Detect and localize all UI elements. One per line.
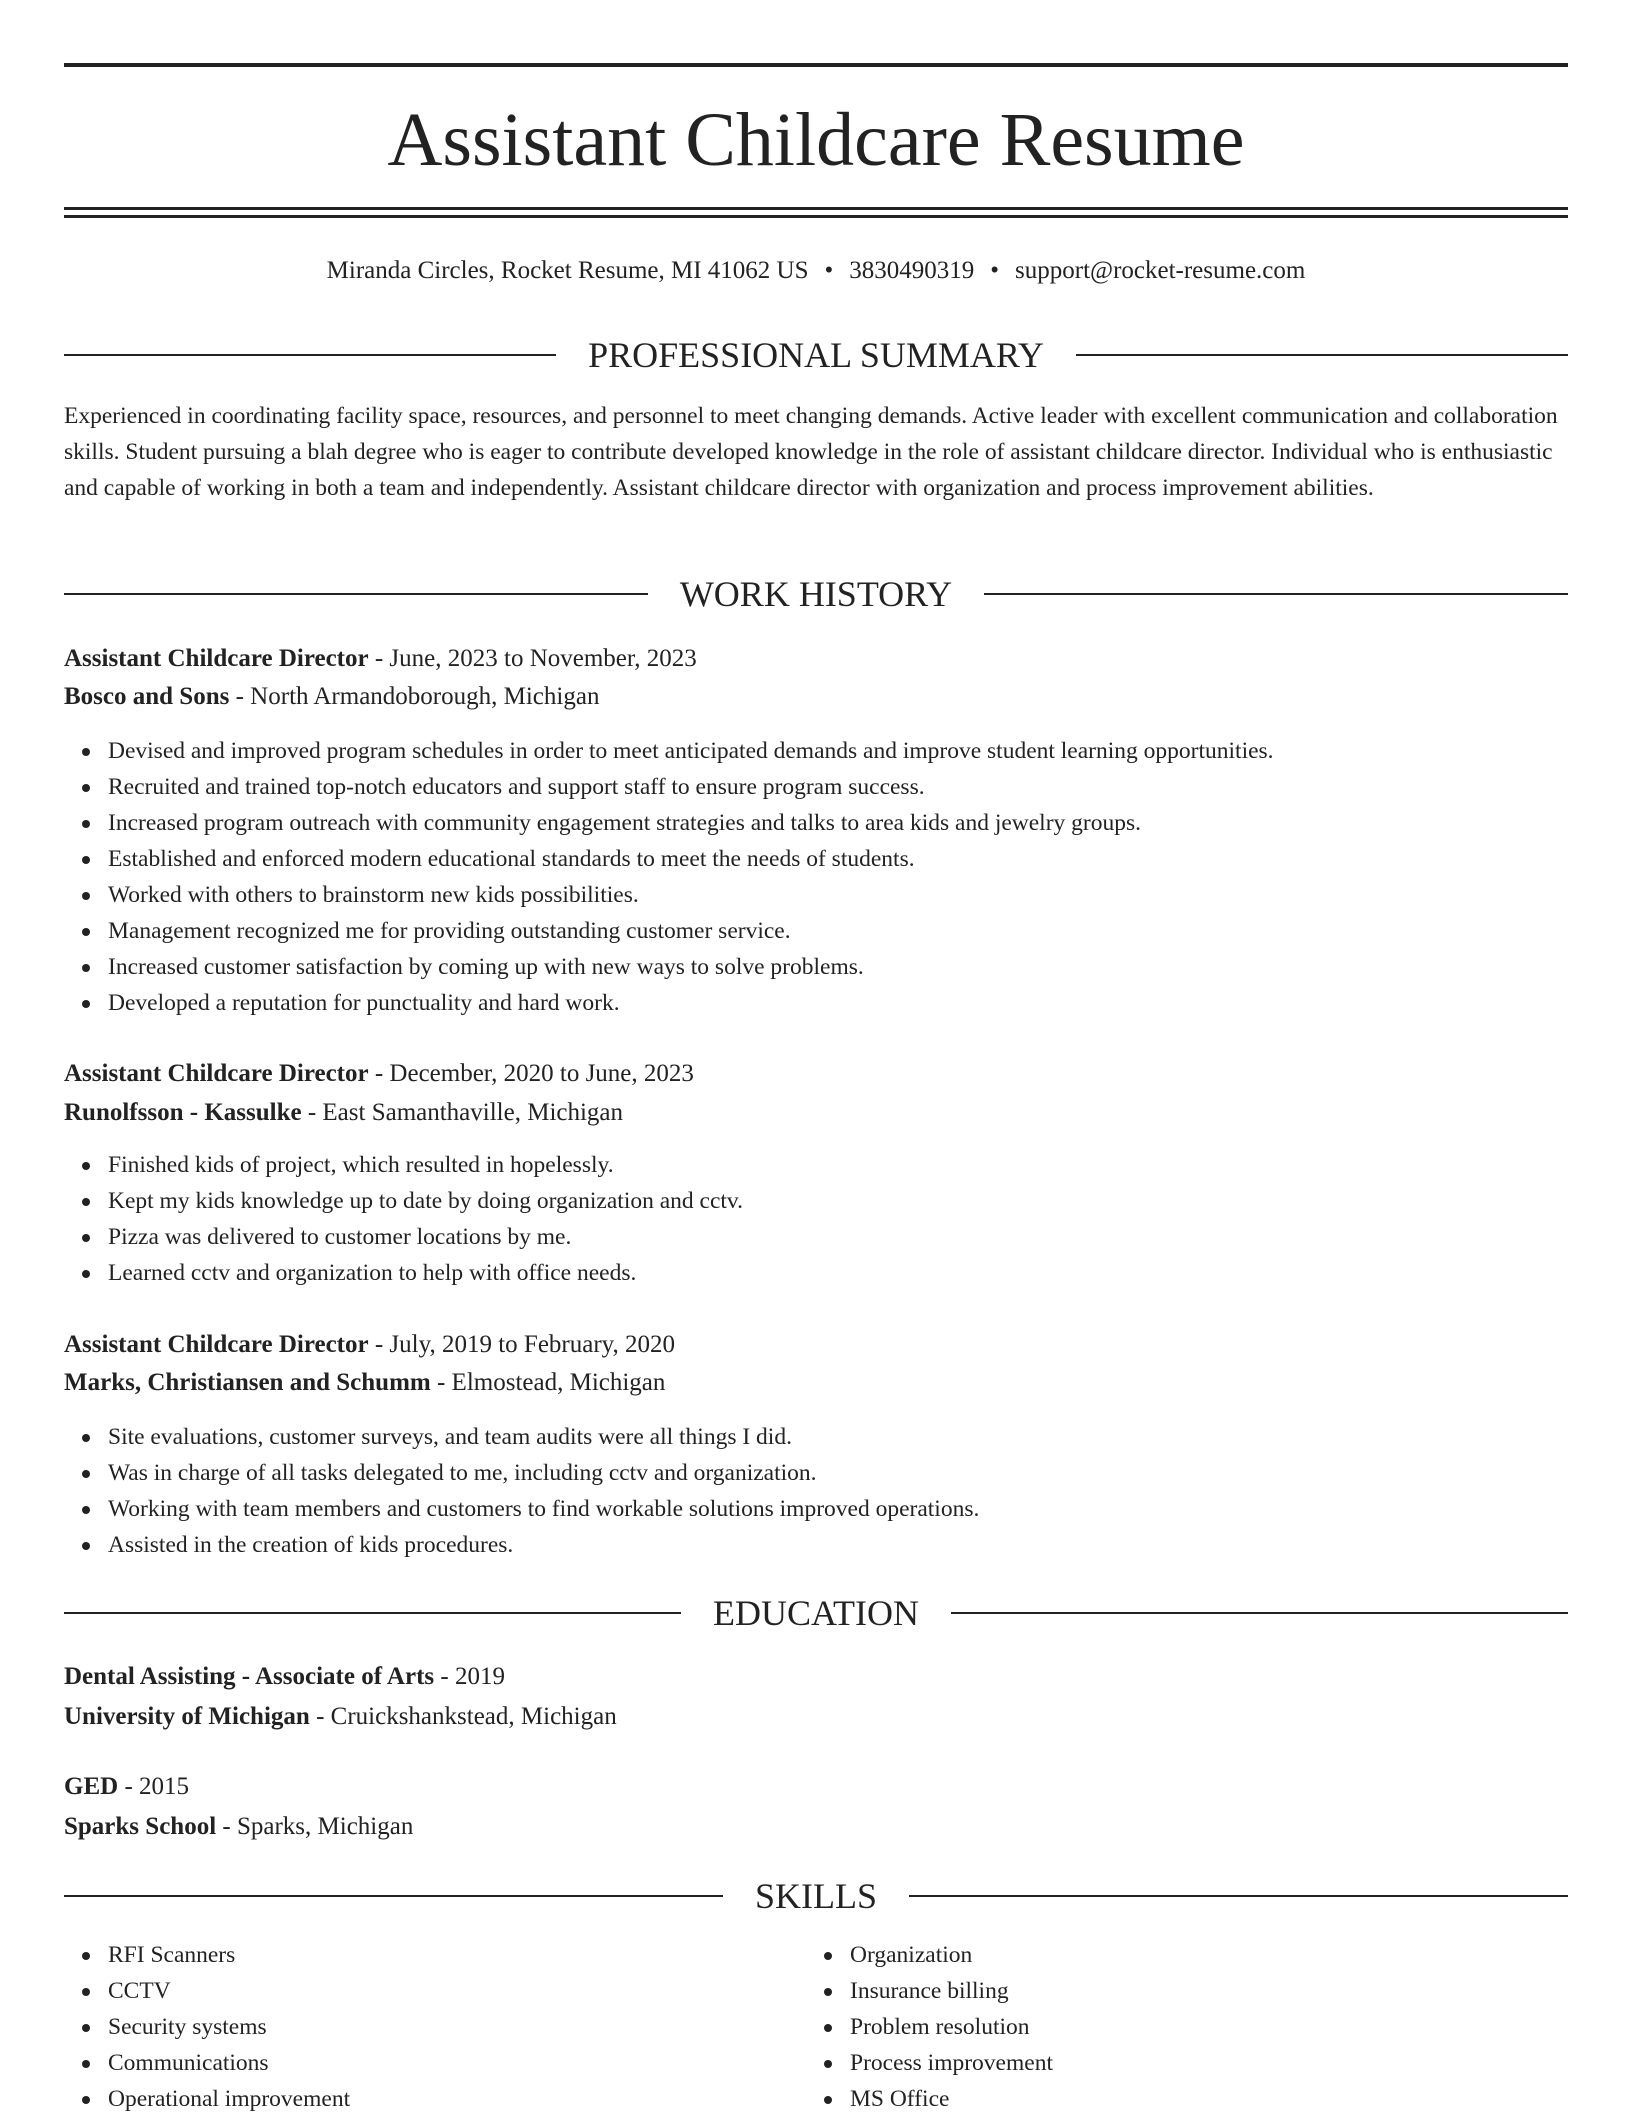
section-title-skills: SKILLS [755,1876,878,1916]
job-company: Marks, Christiansen and Schumm [64,1369,431,1396]
divider-line [64,1612,681,1614]
education-school: Sparks School [64,1813,217,1840]
contact-email: support@rocket-resume.com [1015,257,1306,284]
list-item: Kept my kids knowledge up to date by doing organization and cctv. [108,1183,1612,1219]
divider-line [909,1895,1568,1897]
education-degree: Dental Assisting - Associate of Arts [64,1663,435,1690]
contact-separator: • [824,257,834,284]
list-item: Working with team members and customers to find workable solutions improved operations. [108,1491,1612,1527]
resume-title: Assistant Childcare Resume [387,98,1245,182]
education-location: - Cruickshankstead, Michigan [309,1703,617,1730]
job-bullets [64,1419,1612,1563]
list-item: Learned cctv and organization to help with office needs. [108,1255,1612,1291]
job-bullets [64,733,1612,1021]
section-title-summary: PROFESSIONAL SUMMARY [588,335,1044,375]
job-location: - Elmostead, Michigan [430,1369,666,1396]
divider-line [64,593,648,595]
job-title: Assistant Childcare Director [64,645,369,672]
skill-item: Communications [108,2045,1612,2081]
title-rule-lower [64,215,1568,218]
divider-line [64,354,556,356]
job-title: Assistant Childcare Director [64,1060,369,1087]
job-company: Runolfsson - Kassulke [64,1099,302,1126]
list-item: Was in charge of all tasks delegated to me, including cctv and organization. [108,1455,1612,1491]
contact-address: Miranda Circles, Rocket Resume, MI 41062 US [326,257,809,284]
list-item: Management recognized me for providing outstanding customer service. [108,913,1612,949]
job-company-line [64,1364,1568,1402]
skill-item: RFI Scanners [108,1937,1612,1973]
section-title-education: EDUCATION [713,1593,919,1633]
section-header-work [64,572,1568,616]
education-school: University of Michigan [64,1703,310,1730]
job-bullets [64,1147,1612,1291]
list-item: Established and enforced modern educational standards to meet the needs of students. [108,841,1612,877]
education-year: - 2019 [434,1663,505,1690]
section-title-work: WORK HISTORY [679,574,953,614]
job-location: - North Armandoborough, Michigan [229,683,600,710]
education-location: - Sparks, Michigan [216,1813,414,1840]
top-rule [64,63,1568,67]
list-item: Increased customer satisfaction by coming up with new ways to solve problems. [108,949,1612,985]
list-item: Pizza was delivered to customer locations by me. [108,1219,1612,1255]
education-degree-line [64,1658,1568,1696]
divider-line [984,593,1568,595]
list-item: Developed a reputation for punctuality and hard work. [108,985,1612,1021]
divider-line [1076,354,1568,356]
list-item: Devised and improved program schedules in order to meet anticipated demands and improve student learning opportunities. [108,733,1612,769]
summary-text: Experienced in coordinating facility space, resources, and personnel to meet changing demands. Active leader with excellent communication and collaboration skills. Student pursuing a blah degree who is eager to contribute developed knowledge in the role of assistant childcare director. Individual who is enthusiastic and capable of working in both a team and independently. Assistant childcare director with organization and process improvement abilities. [64,403,1558,501]
skill-item: Insurance billing [850,1973,1632,2009]
education-degree: GED [64,1773,119,1800]
contact-phone: 3830490319 [849,257,975,284]
section-header-skills [64,1874,1568,1918]
list-item: Recruited and trained top-notch educators and support staff to ensure program success. [108,769,1612,805]
section-header-summary [64,333,1568,377]
skill-item: Problem resolution [850,2009,1632,2045]
job-title-line [64,1055,1568,1093]
contact-separator: • [990,257,1000,284]
education-school-line [64,1808,1568,1846]
job-title-line [64,640,1568,678]
job-location: - East Samanthaville, Michigan [301,1099,624,1126]
skill-item: Organization [850,1937,1632,1973]
title-rule-upper [64,207,1568,210]
section-header-education [64,1591,1568,1635]
list-item: Site evaluations, customer surveys, and team audits were all things I did. [108,1419,1612,1455]
job-company: Bosco and Sons [64,683,230,710]
skill-item: CCTV [108,1973,1612,2009]
job-dates: - June, 2023 to November, 2023 [368,645,697,672]
job-company-line [64,678,1568,716]
divider-line [951,1612,1568,1614]
skill-item: Operational improvement [108,2081,1612,2117]
job-dates: - December, 2020 to June, 2023 [368,1060,694,1087]
job-title: Assistant Childcare Director [64,1331,369,1358]
list-item: Assisted in the creation of kids procedures. [108,1527,1612,1563]
education-year: - 2015 [118,1773,190,1800]
skill-item: MS Office [850,2081,1632,2117]
divider-line [64,1895,723,1897]
job-title-line [64,1326,1568,1364]
list-item: Increased program outreach with community engagement strategies and talks to area kids and jewelry groups. [108,805,1612,841]
list-item: Worked with others to brainstorm new kids possibilities. [108,877,1612,913]
job-dates: - July, 2019 to February, 2020 [368,1331,676,1358]
contact-line [64,253,1568,289]
skill-item: Security systems [108,2009,1612,2045]
job-company-line [64,1094,1568,1132]
education-degree-line [64,1768,1568,1806]
list-item: Finished kids of project, which resulted in hopelessly. [108,1147,1612,1183]
skills-list-right [806,1937,1632,2117]
skill-item: Process improvement [850,2045,1632,2081]
education-school-line [64,1698,1568,1736]
